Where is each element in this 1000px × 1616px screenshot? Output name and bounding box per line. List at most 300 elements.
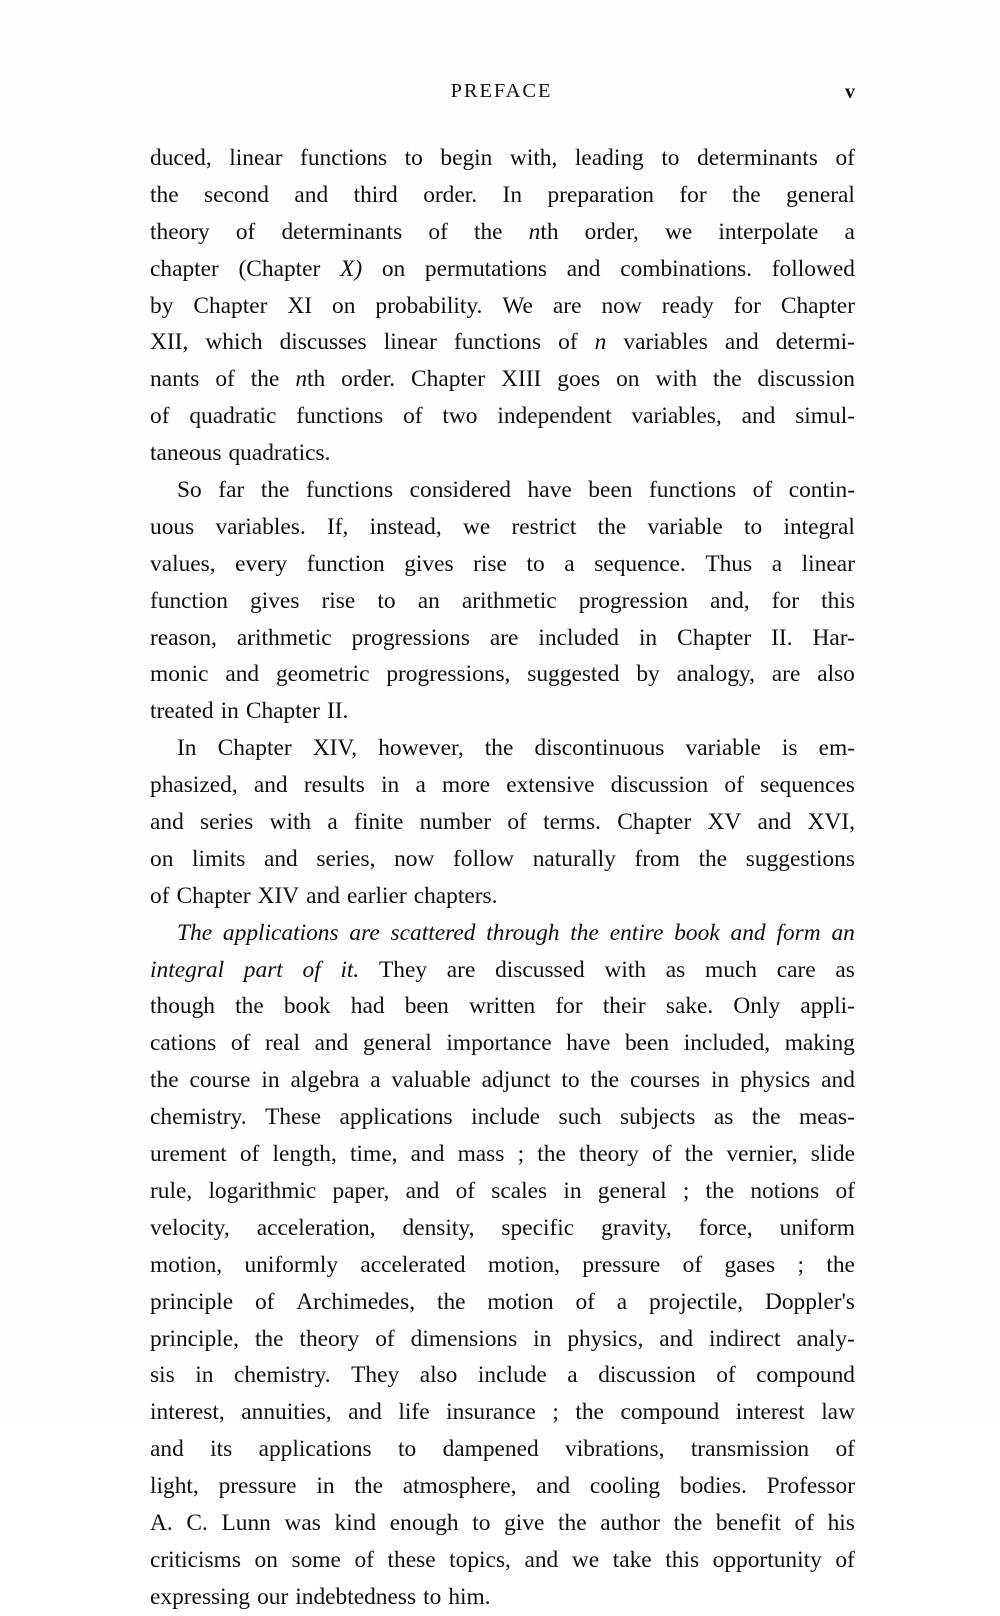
word: uniform [779,1214,855,1241]
word: take [612,1546,652,1573]
word: geometric [275,661,370,688]
word: the [250,366,280,393]
word: sake. [665,993,714,1020]
word: of [354,1546,374,1573]
word: sequence. [594,550,686,577]
word: considered [409,477,511,504]
word: analogy, [676,661,755,688]
word: in [220,698,239,725]
word: the [590,1067,620,1094]
word: of [724,772,744,799]
text-line [150,1431,855,1468]
word: Lunn [221,1509,271,1536]
word: of [150,882,170,909]
word: such [558,1104,602,1131]
word: of [302,956,321,983]
text-line [150,546,855,583]
word: Chapter [677,624,752,651]
word: bodies. [679,1473,747,1500]
word: treated [150,698,214,725]
word: as [835,956,855,983]
word: gives [250,587,300,614]
text-line [150,435,855,472]
word: the [570,919,599,946]
word: applications [339,1104,453,1131]
text-line [150,1173,855,1210]
word: begin [440,145,493,171]
word: goes [557,366,601,393]
word: physics [740,1067,811,1094]
word: If, [326,513,349,540]
word: the [150,1067,179,1094]
word: entire [609,919,664,946]
word: its [210,1436,233,1463]
word: em- [818,735,855,762]
word: his [827,1509,855,1536]
word: with, [509,145,558,171]
running-head-title: PREFACE [450,80,553,102]
word: in [381,772,400,799]
word: much [705,956,757,983]
word: on [616,366,640,393]
word: for [555,993,583,1020]
word: II. [326,698,349,725]
word: and [294,181,329,208]
word: (Chapter [238,255,321,282]
word: expressing [150,1583,251,1610]
word: follow [453,845,515,872]
word: in [261,1067,280,1094]
word: force, [698,1214,753,1241]
word: theory [579,1141,639,1168]
word: rise [473,550,507,577]
word: Chapter [411,366,486,393]
text-line [150,1357,855,1394]
word: to [398,1436,417,1463]
word: we [462,513,491,540]
word: extensive [506,772,595,799]
word: making [784,1030,855,1057]
word: of [239,1141,260,1168]
word: II. [771,624,793,651]
word: and [730,919,766,946]
word: benefit [715,1509,781,1536]
word: order, [584,218,639,245]
word: chemistry. [233,1362,331,1389]
word: of [794,1509,814,1536]
text-line [150,214,855,251]
word: through [486,919,560,946]
word: discussion [598,1362,696,1389]
word: the [436,1288,466,1315]
word: variable [685,735,761,762]
word: are [489,624,519,651]
word: and [150,1436,184,1463]
word: more [442,772,491,799]
text-line [150,841,855,878]
word: as [665,956,686,983]
word: chemistry. [150,1104,247,1131]
word: theory [299,1325,360,1352]
text-line [150,1062,855,1099]
word: to [561,1067,580,1094]
word: naturally [532,845,616,872]
word: These [265,1104,321,1131]
paragraph-4 [150,915,855,1616]
word: combinations. [620,255,753,282]
word: a [771,550,783,577]
word: algebra [290,1067,360,1094]
word: values, [150,550,216,577]
word: far [218,477,245,504]
word: discontinuous [534,735,665,762]
word: of [835,1177,855,1204]
word: atmosphere, [402,1473,517,1500]
text-line [150,1284,855,1321]
word: by [636,661,660,688]
text-line [150,509,855,546]
text-line [150,1505,855,1542]
word: C. [186,1509,208,1536]
text-line [150,251,855,288]
word: progressions, [386,661,511,688]
word: interest [735,1399,805,1426]
word: X) [340,255,363,282]
word: opportunity [712,1546,822,1573]
word: care [776,956,816,983]
word: and [757,809,792,836]
text-line [150,1210,855,1247]
word: interpolate [718,218,819,245]
word: of [652,1141,672,1168]
word: life [398,1399,430,1426]
word: pressure [218,1473,297,1500]
word: density, [402,1214,475,1241]
word: Only [733,993,781,1020]
word: annuities, [241,1399,332,1426]
word: contin- [788,477,855,504]
word: a [327,809,338,836]
text-line [150,472,855,509]
word: to [661,145,680,171]
word: XI [287,292,313,319]
word: The [177,919,213,946]
word: for [771,587,800,614]
word: the [150,181,179,208]
word: rise [321,587,356,614]
word: integral [150,956,225,983]
word: number [419,809,492,836]
word: been [404,993,449,1020]
paragraph-1 [150,140,855,472]
word: ; [797,1251,804,1278]
word: determinants [697,145,818,171]
word: time, [350,1141,398,1168]
word: of [835,1546,855,1573]
word: light, [150,1473,199,1500]
word: the [537,1141,566,1168]
word: in [563,1177,582,1204]
word: and [410,1141,445,1168]
word: subjects [619,1104,696,1131]
word: ; [552,1399,559,1426]
word: a [616,1288,628,1315]
word: linear [801,550,855,577]
word: variable [647,513,723,540]
text-line [150,952,855,989]
word: two [442,403,478,430]
word: indebtedness [295,1583,417,1610]
word: applications [258,1436,372,1463]
word: we [665,218,693,245]
word: of [716,1362,736,1389]
word: logarithmic [208,1177,317,1204]
word: with [604,956,647,983]
word: uous [150,513,195,540]
word: ; [517,1141,525,1168]
word: author [600,1509,661,1536]
word: to [423,1583,442,1610]
word: quadratic [189,403,277,430]
word: law [821,1399,855,1426]
word: and [306,882,340,909]
word: discusses [279,329,367,356]
word: kind [334,1509,377,1536]
word: Har- [812,624,855,651]
word: vibrations, [565,1436,665,1463]
word: third [353,181,398,208]
word: XII, [150,329,189,356]
word: included [538,624,619,651]
word: to [472,1509,491,1536]
word: variables. [215,513,306,540]
word: variables, [631,403,722,430]
text-line [150,1247,855,1284]
word: arithmetic [236,624,332,651]
word: to [377,587,396,614]
word: finite [354,809,404,836]
word: motion, [150,1251,223,1278]
word: is [781,735,798,762]
text-line [150,288,855,325]
word: phasized, [150,772,238,799]
word: in [638,624,658,651]
word: variables [623,329,708,356]
word: indirect [709,1325,781,1352]
word: progression [578,587,688,614]
word: vernier, [726,1141,798,1168]
word: XIV [257,882,300,909]
word: functions [306,477,394,504]
word: functions [649,477,737,504]
word: book [674,919,720,946]
word: We [502,292,533,319]
word: length, [272,1141,337,1168]
text-line [150,324,855,361]
word: urement [150,1141,227,1168]
text-line [150,1468,855,1505]
word: independent [497,403,612,430]
text-line [150,583,855,620]
word: order. [423,181,478,208]
word: of [682,1251,703,1278]
word: analy- [796,1325,855,1352]
word: a [370,1067,381,1094]
word: A. [150,1509,173,1536]
word: velocity, [150,1214,230,1241]
word: notions [750,1177,820,1204]
word: simul- [795,403,855,430]
text-line [150,693,855,730]
word: instead, [369,513,442,540]
word: in [710,1067,730,1094]
word: compound [620,1399,720,1426]
word: of [455,1177,476,1204]
word: on [254,1546,278,1573]
word: limits [192,845,246,872]
word: criticisms [150,1546,241,1573]
word: meas- [799,1104,855,1131]
word: of [254,1288,275,1315]
word: chapter [150,255,219,282]
word: principle, [150,1325,239,1352]
text-line [150,1542,855,1579]
word: functions [454,329,542,356]
word: ; [682,1177,690,1204]
word: arithmetic [461,587,557,614]
word: applications [222,919,339,946]
word: adjunct [481,1067,551,1094]
word: and [566,255,601,282]
word: a [415,772,426,799]
word: a [844,218,855,245]
word: of [375,1325,395,1352]
word: They [351,1362,400,1389]
word: was [284,1509,321,1536]
word: earlier [346,882,407,909]
word: this [665,1546,700,1573]
word: gives [404,550,454,577]
word: for [679,181,707,208]
word: followed [771,255,855,282]
word: nth [528,218,559,245]
word: the [705,1177,735,1204]
word: are [552,292,582,319]
text-line [150,1579,855,1616]
word: form [776,919,821,946]
word: the [558,1509,587,1536]
word: had [350,993,385,1020]
word: and [150,809,184,836]
word: are [771,661,801,688]
word: determinants [281,218,403,245]
word: him. [448,1583,491,1610]
word: the [597,513,627,540]
word: probability. [375,292,483,319]
word: In [177,735,197,762]
word: of [835,145,855,171]
word: Professor [766,1473,855,1500]
word: the [575,1399,604,1426]
word: general [362,1030,432,1057]
word: the [673,1509,703,1536]
word: an [831,919,855,946]
word: and [253,772,288,799]
word: duced, [150,145,212,171]
word: of [835,1436,855,1463]
word: motion, [487,1251,560,1278]
word: also [817,661,855,688]
word: and [536,1473,571,1500]
word: to [744,513,763,540]
word: second [204,181,269,208]
word: gravity, [601,1214,672,1241]
word: quadratics. [228,440,331,467]
word: the [732,181,761,208]
word: series [200,809,254,836]
word: function [306,550,385,577]
word: Archimedes, [296,1288,416,1315]
word: paper, [332,1177,390,1204]
word: Chapter [780,292,855,319]
word: taneous [150,440,222,467]
word: XIII [501,366,542,393]
running-head [150,80,853,110]
word: our [257,1583,289,1610]
word: include [471,1104,540,1131]
word: interest, [150,1399,225,1426]
word: of [558,329,578,356]
word: discussion [610,772,709,799]
word: Doppler's [764,1288,855,1315]
word: courses [629,1067,701,1094]
word: suggested [527,661,620,688]
word: of [507,809,527,836]
word: theory [150,218,210,245]
word: mass [457,1141,505,1168]
word: and [405,1177,440,1204]
word: and [741,403,776,430]
text-line [150,1025,855,1062]
word: and [724,329,759,356]
word: cations [150,1030,217,1057]
word: leading [574,145,644,171]
word: uniformly [244,1251,339,1278]
word: Chapter [245,698,320,725]
word: acceleration, [256,1214,376,1241]
word: function [150,587,228,614]
word: linear [383,329,437,356]
word: however, [378,735,464,762]
text-line [150,140,855,177]
word: Chapter [176,882,251,909]
word: terms. [543,809,601,836]
word: and [659,1325,694,1352]
word: general [597,1177,667,1204]
word: sis [150,1362,175,1389]
word: from [634,845,680,872]
word: now [601,292,642,319]
word: the [354,1473,383,1500]
word: for [733,292,761,319]
word: included, [683,1030,771,1057]
word: Chapter [193,292,268,319]
text-line [150,1394,855,1431]
word: the [826,1251,855,1278]
word: on [381,255,406,282]
word: include [477,1362,547,1389]
word: discussion [757,366,855,393]
